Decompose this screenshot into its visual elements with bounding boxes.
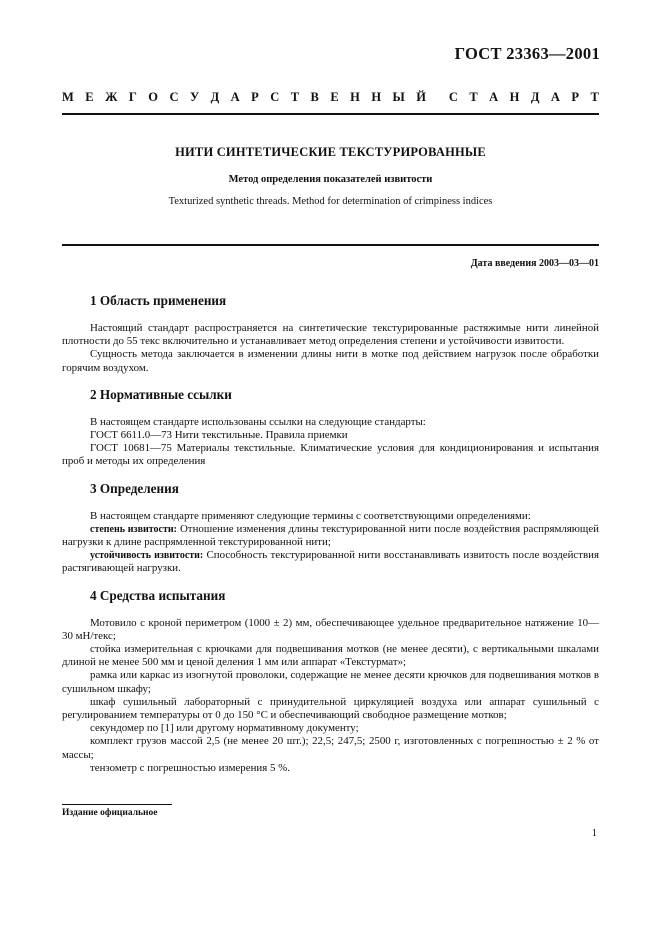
paragraph: тензометр с погрешностью измерения 5 %. bbox=[90, 761, 290, 774]
banner-letter: Н bbox=[509, 90, 520, 104]
paragraph: В настоящем стандарте применяют следующие термины с соответствующими определениями: bbox=[90, 509, 531, 522]
definition-item bbox=[62, 523, 599, 549]
paragraph: стойка измерительная с крючками для подвешивания мотков (не менее десяти), с вертикальными шкалами длиной не менее 500 мм и ценой деления 1 мм или аппарат «Текстурмат»; bbox=[62, 643, 599, 669]
standard-code: ГОСТ 23363—2001 bbox=[454, 44, 600, 63]
section-heading: 1 Область применения bbox=[90, 293, 227, 308]
document-title: НИТИ СИНТЕТИЧЕСКИЕ ТЕКСТУРИРОВАННЫЕ bbox=[175, 145, 486, 159]
paragraph: Настоящий стандарт распространяется на синтетические текстурированные растяжимые нити линейной плотности до 55 текс включительно и устанавливает метод определения степени и устойчивости извитости. bbox=[62, 322, 599, 348]
document-subtitle: Метод определения показателей извитости bbox=[228, 174, 433, 185]
reference-item: ГОСТ 6611.0—73 Нити текстильные. Правила приемки bbox=[90, 429, 348, 442]
official-edition-note: Издание официальное bbox=[62, 808, 158, 818]
banner-letter: У bbox=[189, 90, 200, 104]
banner-letter: Т bbox=[590, 90, 599, 104]
banner-letter: Р bbox=[571, 90, 580, 104]
banner-letter: А bbox=[550, 90, 560, 104]
document-body bbox=[62, 293, 599, 787]
banner-letter: Т bbox=[469, 90, 478, 104]
reference-item: ГОСТ 10681—75 Материалы текстильные. Климатические условия для кондиционирования и испытания проб и методы их определения bbox=[62, 442, 599, 468]
paragraph: В настоящем стандарте использованы ссылки на следующие стандарты: bbox=[90, 415, 426, 428]
page-number: 1 bbox=[591, 828, 597, 839]
top-divider bbox=[62, 113, 599, 115]
banner-letter: Ж bbox=[105, 90, 118, 104]
definition-item bbox=[62, 549, 599, 575]
banner-letter: В bbox=[310, 90, 319, 104]
banner-letter: Й bbox=[416, 90, 426, 104]
banner-letter: Т bbox=[290, 90, 300, 104]
middle-divider bbox=[62, 244, 599, 246]
paragraph: шкаф сушильный лабораторный с принудительной циркуляцией воздуха или аппарат сушильный с регулированием температуры от 0 до 150 °С и обеспечивающий свободное размещение мотков; bbox=[62, 695, 599, 722]
section-heading: 2 Нормативные ссылки bbox=[90, 386, 232, 402]
paragraph: Мотовило с кроной периметром (1000 ± 2) мм, обеспечивающее удельное предварительное натяжение 10—30 мН/текс; bbox=[62, 616, 599, 642]
term-definition: Отношение изменения длины текстурированной нити после воздействия распрямляющей нагрузки к длине распрямленной текстурированной нити; bbox=[62, 522, 599, 549]
banner-letter: Е bbox=[330, 90, 339, 104]
section-heading: 4 Средства испытания bbox=[90, 587, 226, 603]
section-scope bbox=[62, 293, 599, 375]
banner-letter: Д bbox=[530, 90, 540, 104]
banner-letter: Н bbox=[350, 90, 360, 104]
banner-letter: Е bbox=[85, 90, 94, 104]
footer-divider bbox=[62, 804, 172, 805]
introduction-date: Дата введения 2003—03—01 bbox=[470, 258, 599, 269]
banner-letter: Ы bbox=[392, 90, 405, 104]
section-heading: 3 Определения bbox=[90, 480, 179, 496]
interstate-standard-banner bbox=[62, 90, 599, 105]
section-references bbox=[62, 387, 599, 469]
term-definition: Способность текстурированной нити восстанавливать извитость после воздействия растягивающей нагрузки. bbox=[62, 549, 599, 575]
section-test-equipment bbox=[62, 588, 599, 775]
banner-letter: Д bbox=[210, 90, 220, 104]
banner-letter: О bbox=[148, 90, 159, 104]
term: степень извитости: bbox=[90, 523, 177, 535]
paragraph: Сущность метода заключается в изменении длины нити в мотке под действием нагрузок после обработки горячим воздухом. bbox=[62, 348, 599, 374]
paragraph: секундомер по [1] или другому нормативному документу; bbox=[90, 722, 359, 735]
paragraph: рамка или каркас из изогнутой проволоки, содержащие не менее десяти крючков для подвешивания мотков в сушильном шкафу; bbox=[62, 669, 599, 695]
term: устойчивость извитости: bbox=[90, 550, 204, 562]
document-title-english: Texturized synthetic threads. Method for determination of crimpiness indices bbox=[168, 196, 493, 207]
banner-letter: А bbox=[230, 90, 240, 104]
banner-letter: А bbox=[489, 90, 499, 104]
banner-letter: Н bbox=[371, 90, 382, 104]
banner-letter: С bbox=[169, 90, 179, 104]
paragraph: комплект грузов массой 2,5 (не менее 20 шт.); 22,5; 247,5; 2500 г, изготовленных с погрешностью ± 2 % от массы; bbox=[62, 735, 599, 761]
banner-letter: С bbox=[448, 90, 458, 104]
banner-letter: Р bbox=[251, 90, 259, 104]
section-definitions bbox=[62, 481, 599, 576]
banner-letter: М bbox=[62, 90, 74, 104]
banner-letter: Г bbox=[128, 90, 137, 104]
banner-letter: С bbox=[270, 90, 280, 104]
